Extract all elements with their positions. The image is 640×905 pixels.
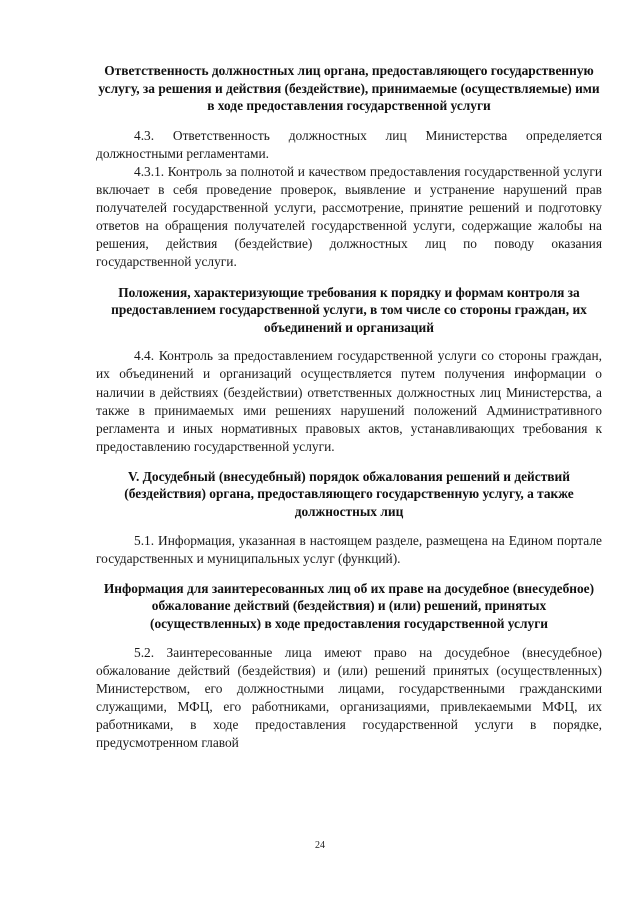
paragraph-4-3: 4.3. Ответственность должностных лиц Министерства определяется должностными регламентами. xyxy=(96,127,602,161)
paragraph-5-2: 5.2. Заинтересованные лица имеют право на досудебное (внесудебное) обжалование действий (бездействия) и (или) решений принятых (осуществленных) Министерством, его должностными лицами, государственными гражданскими служащими, МФЦ, его работниками, организациями, привлекаемыми МФЦ, их работниками, в ходе предоставления государственной услуги в порядке, предусмотренном главой xyxy=(96,644,602,751)
section-heading-appeal-rights: Информация для заинтересованных лиц об их праве на досудебное (внесудебное) обжалование действий (бездействия) и (или) решений, принятых (осуществленных) в ходе предоставления государственной услуги xyxy=(103,580,595,632)
paragraph-5-1: 5.1. Информация, указанная в настоящем разделе, размещена на Едином портале государственных и муниципальных услуг (функций). xyxy=(96,532,602,566)
document-page xyxy=(96,62,602,752)
page-number: 24 xyxy=(315,840,325,851)
section-heading-control-forms: Положения, характеризующие требования к порядку и формам контроля за предоставлением государственной услуги, в том числе со стороны граждан, их объединений и организаций xyxy=(111,284,587,335)
section-heading-appeal-procedure: V. Досудебный (внесудебный) порядок обжалования решений и действий (бездействия) органа, предоставляющего государственную услугу, а также должностных лиц xyxy=(124,468,574,520)
paragraph-4-3-1: 4.3.1. Контроль за полнотой и качеством предоставления государственной услуги включает в себя проведение проверок, выявление и устранение нарушений прав получателей государственной услуги, рассмотрение, принятие решений и подготовку ответов на обращения получателей государственной услуги, содержащие жалобы на решения, действия (бездействие) должностных лиц по поводу оказания государственной услуги. xyxy=(96,163,602,270)
paragraph-4-4: 4.4. Контроль за предоставлением государственной услуги со стороны граждан, их объединений и организаций осуществляется путем получения информации о наличии в действиях (бездействии) ответственных должностных лиц Министерства, а также в принимаемых ими решениях нарушений положений Административного регламента и иных нормативных правовых актов, устанавливающих требования к предоставлению государственной услуги. xyxy=(96,348,602,454)
section-heading-responsibility: Ответственность должностных лиц органа, предоставляющего государственную услугу, за решения и действия (бездействие), принимаемые (осуществляемые) ими в ходе предоставления государственной услуги xyxy=(98,63,600,114)
